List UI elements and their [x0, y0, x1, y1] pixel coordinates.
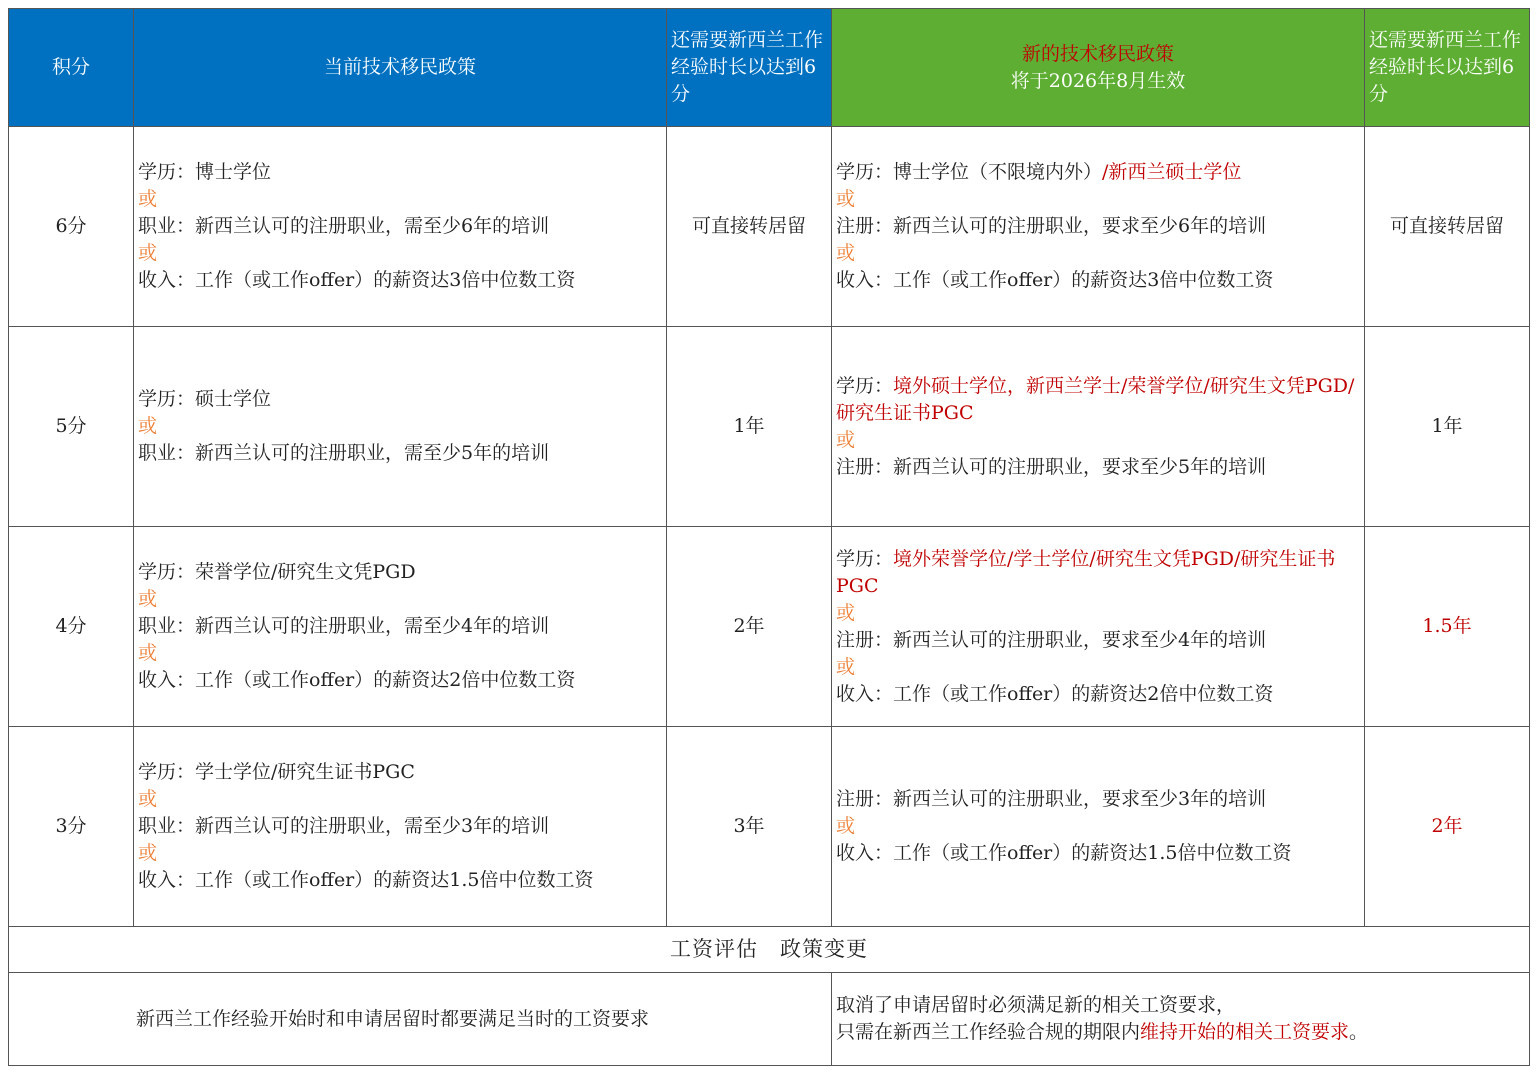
cell-line: [836, 813, 1360, 840]
text-segment: 收入：工作（或工作offer）的薪资达2倍中位数工资: [138, 669, 576, 691]
new-years-cell: [1365, 527, 1530, 727]
text-segment: 1.5年: [1422, 615, 1472, 637]
new-policy-cell: [832, 127, 1365, 327]
cell-line: [836, 427, 1360, 454]
text-segment: 学历：: [836, 374, 894, 397]
salary-new: [832, 973, 1530, 1066]
cell-line: [836, 600, 1360, 627]
salary-section-title-row: [9, 927, 1530, 973]
policy-comparison-table: [8, 8, 1530, 1066]
cell-line: [138, 867, 662, 894]
cell-line: [138, 559, 662, 586]
new-policy-title: 新的技术移民政策: [1021, 42, 1174, 65]
text-segment: 收入：工作（或工作offer）的薪资达1.5倍中位数工资: [836, 842, 1292, 864]
table-row: [9, 127, 1530, 327]
cell-line: [836, 840, 1360, 867]
new-years-cell: [1365, 727, 1530, 927]
text-segment: 可直接转居留: [691, 215, 806, 237]
cell-line: [138, 586, 662, 613]
current-policy-cell: [134, 727, 667, 927]
cell-line: [138, 213, 662, 240]
points-cell: 4分: [9, 527, 134, 727]
current-policy-cell: [134, 327, 667, 527]
header-row: [9, 9, 1530, 127]
header-current-policy: 当前技术移民政策: [134, 9, 667, 127]
points-cell: 5分: [9, 327, 134, 527]
cell-line: [836, 159, 1360, 186]
text-segment: 可直接转居留: [1389, 215, 1504, 237]
cell-line: [138, 813, 662, 840]
cell-line: [836, 240, 1360, 267]
text-segment: 或: [138, 588, 158, 610]
new-policy-effective: 将于2026年8月生效: [1010, 69, 1186, 92]
salary-section-title: 工资评估 政策变更: [9, 927, 1530, 973]
text-segment: 或: [836, 188, 856, 210]
cell-line: [138, 786, 662, 813]
current-years-cell: [667, 527, 832, 727]
text-segment: 或: [138, 188, 158, 210]
text-segment: 学历：: [836, 547, 894, 570]
cell-line: [836, 454, 1360, 481]
text-segment: 或: [836, 655, 856, 678]
text-segment: 1年: [1431, 415, 1463, 437]
cell-line: [836, 267, 1360, 294]
text-segment: 学历：硕士学位: [138, 388, 272, 410]
text-segment: 学历：博士学位: [138, 161, 272, 183]
new-years-cell: [1365, 327, 1530, 527]
text-segment: 或: [138, 242, 158, 264]
cell-line: [138, 386, 662, 413]
text-segment: 注册：新西兰认可的注册职业，要求至少5年的培训: [836, 455, 1267, 478]
text-segment: 或: [836, 242, 856, 264]
cell-line: [138, 240, 662, 267]
cell-line: [138, 440, 662, 467]
text-segment: 2年: [1431, 815, 1463, 837]
current-policy-cell: [134, 127, 667, 327]
cell-line: [836, 213, 1360, 240]
cell-line: [138, 613, 662, 640]
text-segment: 注册：新西兰认可的注册职业，要求至少3年的培训: [836, 788, 1267, 810]
cell-line: [836, 654, 1360, 681]
text-segment: 3年: [733, 815, 765, 837]
text-segment: 职业：新西兰认可的注册职业，需至少3年的培训: [138, 815, 550, 837]
salary-new-suffix: 。: [1349, 1021, 1369, 1043]
cell-line: [138, 186, 662, 213]
new-years-cell: [1365, 127, 1530, 327]
text-segment: 或: [138, 642, 158, 664]
salary-new-prefix: 只需在新西兰工作经验合规的期限内: [836, 1021, 1141, 1043]
text-segment: /新西兰硕士学位: [1102, 161, 1242, 183]
cell-line: [836, 681, 1360, 708]
text-segment: 境外荣誉学位/学士学位/研究生文凭PGD/研究生证书PGC: [836, 547, 1336, 597]
cell-line: [138, 840, 662, 867]
points-cell: 6分: [9, 127, 134, 327]
text-segment: 学历：荣誉学位/研究生文凭PGD: [138, 561, 416, 583]
header-current-years: 还需要新西兰工作经验时长以达到6分: [667, 9, 832, 127]
text-segment: 或: [836, 815, 856, 837]
cell-line: [138, 759, 662, 786]
salary-section-row: [9, 973, 1530, 1066]
table-row: [9, 327, 1530, 527]
new-policy-cell: [832, 327, 1365, 527]
text-segment: 职业：新西兰认可的注册职业，需至少4年的培训: [138, 615, 550, 637]
points-cell: 3分: [9, 727, 134, 927]
text-segment: 职业：新西兰认可的注册职业，需至少6年的培训: [138, 215, 550, 237]
header-points: 积分: [9, 9, 134, 127]
text-segment: 职业：新西兰认可的注册职业，需至少5年的培训: [138, 442, 550, 464]
text-segment: 收入：工作（或工作offer）的薪资达3倍中位数工资: [836, 269, 1274, 291]
new-policy-cell: [832, 727, 1365, 927]
text-segment: 收入：工作（或工作offer）的薪资达1.5倍中位数工资: [138, 869, 594, 891]
text-segment: 学历：博士学位（不限境内外）: [836, 161, 1103, 183]
text-segment: 注册：新西兰认可的注册职业，要求至少6年的培训: [836, 215, 1267, 237]
text-segment: 注册：新西兰认可的注册职业，要求至少4年的培训: [836, 628, 1267, 651]
text-segment: 2年: [733, 615, 765, 637]
text-segment: 收入：工作（或工作offer）的薪资达2倍中位数工资: [836, 682, 1274, 705]
text-segment: 或: [138, 788, 158, 810]
current-years-cell: [667, 327, 832, 527]
salary-new-highlight: 维持开始的相关工资要求: [1140, 1021, 1350, 1043]
cell-line: [138, 413, 662, 440]
table-row: [9, 727, 1530, 927]
cell-line: [836, 627, 1360, 654]
cell-line: [836, 186, 1360, 213]
text-segment: 1年: [733, 415, 765, 437]
text-segment: 或: [836, 601, 856, 624]
current-policy-cell: [134, 527, 667, 727]
cell-line: [138, 267, 662, 294]
current-years-cell: [667, 127, 832, 327]
salary-new-line2: [836, 1019, 1525, 1046]
cell-line: [836, 546, 1360, 600]
text-segment: 境外硕士学位，新西兰学士/荣誉学位/研究生文凭PGD/研究生证书PGC: [836, 374, 1355, 424]
salary-new-line1: 取消了申请居留时必须满足新的相关工资要求，: [836, 994, 1236, 1016]
cell-line: [138, 667, 662, 694]
header-new-policy: [832, 9, 1365, 127]
cell-line: [138, 159, 662, 186]
table-row: [9, 527, 1530, 727]
cell-line: [836, 373, 1360, 427]
cell-line: [138, 640, 662, 667]
text-segment: 收入：工作（或工作offer）的薪资达3倍中位数工资: [138, 269, 576, 291]
header-new-years: 还需要新西兰工作经验时长以达到6分: [1365, 9, 1530, 127]
text-segment: 或: [138, 842, 158, 864]
text-segment: 学历：学士学位/研究生证书PGC: [138, 761, 415, 783]
text-segment: 或: [836, 428, 856, 451]
current-years-cell: [667, 727, 832, 927]
new-policy-cell: [832, 527, 1365, 727]
cell-line: [836, 786, 1360, 813]
text-segment: 或: [138, 415, 158, 437]
salary-current: 新西兰工作经验开始时和申请居留时都要满足当时的工资要求: [9, 973, 832, 1066]
